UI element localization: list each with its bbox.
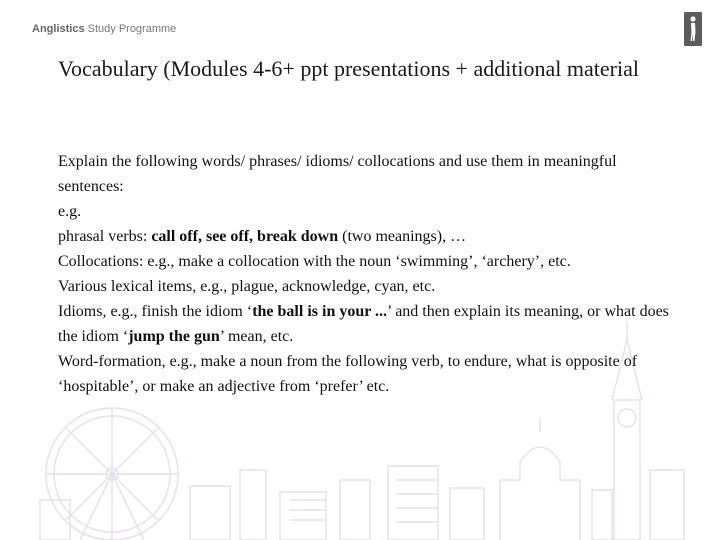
emphasis-text: the ball is in your ... [252, 303, 388, 320]
header-brand [32, 23, 176, 35]
emphasis-text: jump the gun [128, 328, 220, 345]
content-line [58, 149, 678, 199]
content-line [58, 224, 678, 249]
content-line [58, 199, 678, 224]
line-text: ’ mean, etc. [219, 328, 294, 345]
content-line [58, 249, 678, 274]
line-text: ’ and then explain its meaning, or what does the idiom ‘ [58, 303, 669, 345]
brand-bold: Anglistics [32, 23, 85, 35]
line-text: Collocations: e.g., make a collocation with the noun ‘swimming’, ‘archery’, etc. [58, 253, 571, 270]
line-text: Explain the following words/ phrases/ idioms/ collocations and use them in meaningful sentences: [58, 153, 617, 195]
slide-content [58, 149, 678, 399]
line-text: e.g. [58, 203, 82, 220]
content-line [58, 299, 678, 349]
page-title: Vocabulary (Modules 4-6+ ppt presentations + additional material [58, 56, 639, 81]
line-text: Idioms, e.g., finish the idiom ‘ [58, 303, 253, 320]
brand-rest: Study Programme [84, 23, 177, 35]
content-line [58, 349, 678, 399]
line-text: phrasal verbs: [58, 228, 152, 245]
content-line [58, 274, 678, 299]
emphasis-text: call off, see off, break down [151, 228, 339, 245]
line-text: (two meanings), … [338, 228, 467, 245]
line-text: Word-formation, e.g., make a noun from the following verb, to endure, what is opposite of ‘hospitable’, or make an adjective from ‘prefer’ etc. [58, 353, 638, 395]
line-text: Various lexical items, e.g., plague, acknowledge, cyan, etc. [58, 278, 436, 295]
figure-logo-icon [684, 12, 702, 46]
